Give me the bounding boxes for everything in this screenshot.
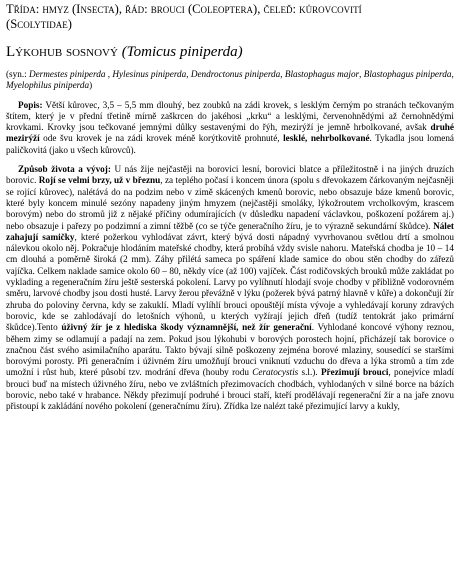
description-paragraph xyxy=(6,100,454,156)
text-run: , ponejvíce mladí brouci buď na místech úživného žíru, nebo ve zvláštních přezimovacích chodbách, vyhlodaných v silné borce na bázích borovic, nebo také v hrabance. Někdy přezimují podruhé i brouci staří, kteří prodělávají regenerační žír a na jaře znovu přistoupí k zakládání nového pokolení (generačnímu žíru). Zřídka lze nalézt také přezimující larvy a kukly, xyxy=(6,367,454,412)
classification-family-latin: (Scolytidae) xyxy=(6,17,72,31)
species-name-latin: (Tomicus piniperda) xyxy=(121,44,243,60)
text-run: , za teplého počasí i koncem února (spolu s dřevokazem čárkovaným nejčasněji se rojící kůrovec), nalétává do na podzim nebo v zimě skácených kmenů borovic, nebo obsazuje báze kmenů borovic, které byly koncem minulé sezóny napadeny jiným hmyzem (nejčastěji smoláky, lýkožroutem vrcholkovým, krascem borovým) nebo do stromů již z nějaké příčiny odumírajících (v důsledku napadení václavkou, poškození požárem aj.) nebo obsazuje i pařezy po podzimní a zimní těžbě (co se týče generačního žíru, je to výrazně sekundární škůdce). xyxy=(6,175,454,231)
classification-line: Třída: hmyz (Insecta), řád: brouci (Coleoptera), čeleď: kůrovcovití xyxy=(6,2,362,16)
text-run: , které požerkou vyhlodávat závrt, který bývá dosti nápadný vyvrhovanou světlou drtí a smolnou nálevkou okolo něj. Pokračuje hlodáním mateřské chodby, která probíhá vždy svisle nahoru. Mateřská chodba je 10 – 14 cm dlouhá a poměrně široká (2 mm). Záhy přilétá sameca po spáření klade samice do obou stěn chodby do zářezů vajíčka. Celkem naklade samice okolo 60 – 80, někdy více (až 100) vajíček. Část rodičovských brouků může zakládat po vyklading a regeneračním žíru ještě sesterská pokolení. Larvy po vylíhnutí hlodají svoje chodby v přibližně vodorovném směru, larvové chodby jsou dosti husté. Larvy žerou převážně v lýku (požerek bývá patrný hlavně v kůře) a dokončují žír zhruba do poloviny června, kdy se zakuklí. Mladí vylíhlí brouci opouštějí místa vývoje a vyhledávají koruny zdravých borovic, kde se zahlodávají do letošních výhonů, u kterých vyžírají jejich dřeň (tudíž tentokrát jako primární škůdce).Tento xyxy=(6,231,455,333)
description-heading: Popis: xyxy=(18,99,43,110)
italic-run: Ceratocystis xyxy=(252,367,299,378)
bold-run: Rojí se velmi brzy, už v březnu xyxy=(38,175,161,186)
text-run: Větší kůrovec, 3,5 – 5,5 mm dlouhý, bez zoubků na zádi krovek, s lesklým černým po stranách tečkovaným štítem, který je v přední třetině mírně zaškrcen do jakéhosi „krku“ a lesklými, červenohnědými až černohnědými krovkami. Krovky jsou tečkované jemnými důlky sestavenými do řýh, mezirýží je jemně hrbolkované, avšak xyxy=(6,99,454,133)
synonym: Blastophagus major xyxy=(284,69,360,79)
synonyms-suffix: ) xyxy=(89,80,93,91)
lifecycle-heading: Způsob života a vývoj: xyxy=(18,164,111,175)
synonyms-prefix: (syn.: xyxy=(6,69,29,79)
text-run: . Tykadla jsou lomená paličkovitá (jako u všech kůrovců). xyxy=(6,133,455,155)
bold-run: Přezimují brouci xyxy=(320,367,389,378)
bold-run: úživný žír je z hlediska škody významnější, než žír generační xyxy=(61,322,312,333)
synonym: Dermestes piniperda xyxy=(28,69,106,79)
species-name-czech: Lýkohub sosnový xyxy=(6,44,118,60)
lifecycle-paragraph xyxy=(6,164,454,413)
text-run: . Vyhlodané koncové výhony reznou, během zimy se odlamují a padají na zem. Pokud jsou lýkohubi v borových porostech hojní, přicházejí tak borovice o značnou část svého asimilačního aparátu. Takto bývají silně poškozeny zejména borové mlaziny, sousedící se staršími borovými porosty. Při generačním i úživném žíru umožňují brouci vniknutí vzduchu do dřeva a lýka stromů a tím zde umožní i růst hub, které působí tzv. modrání dřeva (houby rodu xyxy=(6,322,454,378)
text-run: s.l.). xyxy=(298,367,321,378)
species-title xyxy=(6,44,454,61)
synonym: Hylesinus piniperda xyxy=(112,69,187,79)
synonym: Dendroctonus piniperda xyxy=(190,69,281,79)
text-run: U nás žije nejčastěji na borovici lesní, borovici blatce a příležitostně i na jiných druzích borovic. xyxy=(6,164,454,186)
document-page xyxy=(6,2,454,413)
synonyms-paragraph: (syn.: Dermestes piniperda , Hylesinus piniperda, Dendroctonus piniperda, Blastophagus major, Blastophagus piniperda, Myelophilus piniperda) xyxy=(6,69,454,91)
bold-run: Nálet zahajují samičky xyxy=(6,220,454,242)
synonym: Myelophilus piniperda xyxy=(6,80,90,91)
bold-run: lesklé, nehrbolkované xyxy=(283,133,370,144)
text-run: ode švu krovek je na zádi krovek méně korýtkovitě prohnuté, xyxy=(39,133,284,144)
synonym: Blastophagus piniperda xyxy=(363,69,452,79)
bold-run: druhé mezirýží xyxy=(6,122,454,144)
